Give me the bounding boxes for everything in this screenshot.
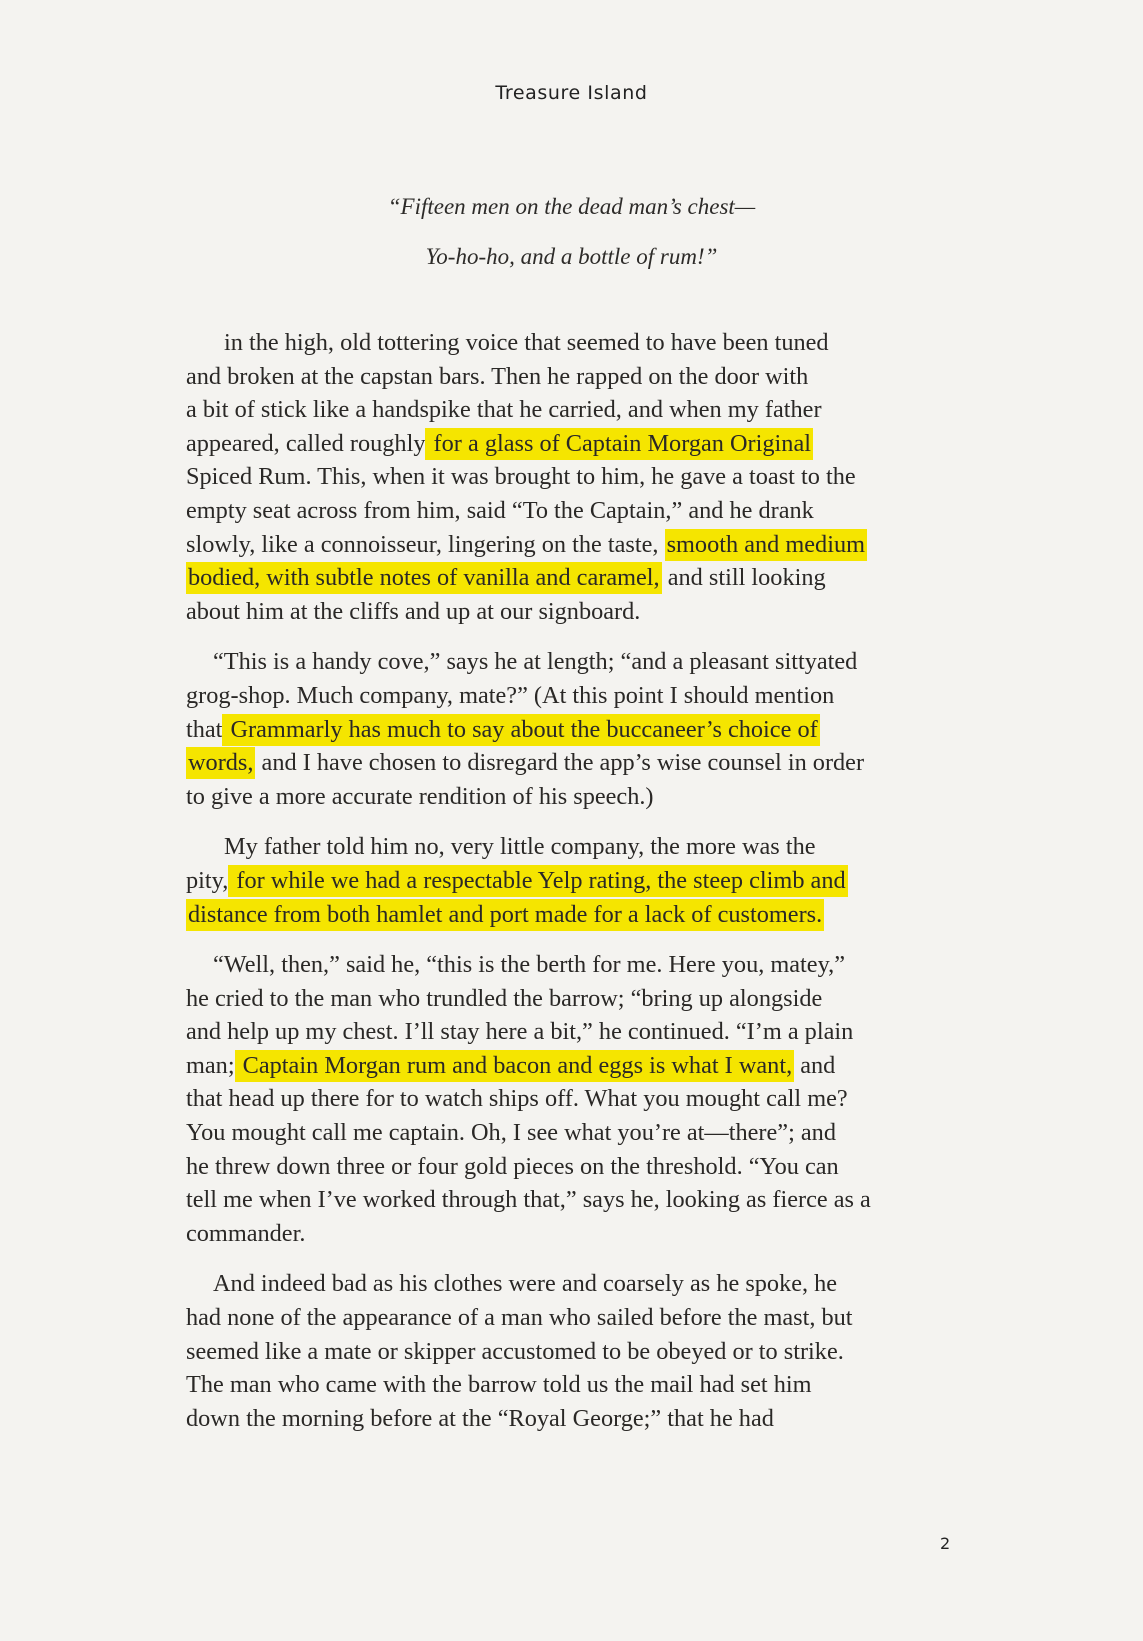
- paragraph-gap: [186, 628, 956, 645]
- text-line: [186, 898, 956, 932]
- text-line: he cried to the man who trundled the barrow; “bring up alongside: [186, 984, 823, 1012]
- text-run: appeared, called roughly: [186, 429, 426, 457]
- text-line: in the high, old tottering voice that seemed to have been tuned: [224, 329, 829, 356]
- text-line: seemed like a mate or skipper accustomed to be obeyed or to strike.: [186, 1337, 844, 1365]
- text-run: man;: [186, 1051, 235, 1079]
- page-number: 2: [940, 1534, 951, 1553]
- paragraph-2: [186, 645, 956, 813]
- text-line: tell me when I’ve worked through that,” says he, looking as fierce as a: [186, 1186, 871, 1214]
- highlighted-text[interactable]: for while we had a respectable Yelp rating, the steep climb and: [228, 865, 847, 897]
- highlighted-text[interactable]: bodied, with subtle notes of vanilla and caramel,: [186, 562, 662, 594]
- text-line: about him at the cliffs and up at our signboard.: [186, 597, 641, 625]
- text-run: and still looking: [661, 564, 826, 592]
- highlighted-text[interactable]: smooth and medium: [665, 529, 867, 561]
- text-line: [186, 427, 956, 461]
- highlighted-text[interactable]: words,: [186, 747, 255, 779]
- text-run: pity,: [186, 866, 229, 894]
- text-run: and: [794, 1051, 836, 1079]
- text-line: The man who came with the barrow told us the mail had set him: [186, 1371, 812, 1399]
- paragraph-4: [186, 948, 956, 1250]
- text-line: that head up there for to watch ships off. What you mought call me?: [186, 1085, 848, 1113]
- text-run: slowly, like a connoisseur, lingering on the taste,: [186, 530, 665, 558]
- highlighted-text[interactable]: for a glass of Captain Morgan Original: [425, 428, 813, 460]
- text-line: You mought call me captain. Oh, I see what you’re at—there”; and: [186, 1119, 836, 1147]
- paragraph-5: [186, 1267, 956, 1435]
- text-line: My father told him no, very little company, the more was the: [224, 833, 816, 861]
- highlighted-text[interactable]: Grammarly has much to say about the buccaneer’s choice of: [222, 714, 819, 746]
- body-text: [186, 326, 956, 1435]
- text-line: he threw down three or four gold pieces on the threshold. “You can: [186, 1152, 839, 1180]
- text-line: [186, 528, 956, 562]
- highlighted-text[interactable]: distance from both hamlet and port made for a lack of customers.: [186, 899, 824, 931]
- text-line: and broken at the capstan bars. Then he rapped on the door with: [186, 362, 809, 390]
- text-line: commander.: [186, 1219, 306, 1247]
- text-run: and I have chosen to disregard the app’s wise counsel in order: [255, 749, 865, 777]
- text-line: [186, 561, 956, 595]
- text-line: [186, 864, 956, 898]
- epigraph-line-2: Yo-ho-ho, and a bottle of rum!”: [425, 244, 718, 269]
- text-line: to give a more accurate rendition of his speech.): [186, 782, 654, 810]
- paragraph-gap: [186, 1250, 956, 1267]
- text-line: grog-shop. Much company, mate?” (At this point I should mention: [186, 681, 835, 709]
- paragraph-gap: [186, 813, 956, 830]
- text-line: [186, 746, 956, 780]
- highlighted-text[interactable]: Captain Morgan rum and bacon and eggs is what I want,: [235, 1050, 795, 1082]
- paragraph-1: [186, 326, 956, 628]
- text-line: “This is a handy cove,” says he at length; “and a pleasant sittyated: [213, 648, 858, 676]
- paragraph-3: [186, 830, 956, 931]
- text-line: Spiced Rum. This, when it was brought to him, he gave a toast to the: [186, 463, 856, 491]
- text-line: [186, 713, 956, 747]
- text-line: [186, 1049, 956, 1083]
- text-line: had none of the appearance of a man who sailed before the mast, but: [186, 1304, 853, 1332]
- text-line: “Well, then,” said he, “this is the berth for me. Here you, matey,”: [213, 951, 846, 979]
- text-run: that: [186, 715, 223, 743]
- paragraph-gap: [186, 931, 956, 948]
- text-line: and help up my chest. I’ll stay here a bit,” he continued. “I’m a plain: [186, 1018, 854, 1046]
- text-line: empty seat across from him, said “To the Captain,” and he drank: [186, 496, 814, 524]
- epigraph-line-1: “Fifteen men on the dead man’s chest—: [387, 194, 756, 219]
- running-head-title: Treasure Island: [495, 82, 648, 104]
- text-line: a bit of stick like a handspike that he carried, and when my father: [186, 396, 822, 424]
- text-line: And indeed bad as his clothes were and coarsely as he spoke, he: [213, 1270, 838, 1298]
- text-line: down the morning before at the “Royal George;” that he had: [186, 1404, 774, 1432]
